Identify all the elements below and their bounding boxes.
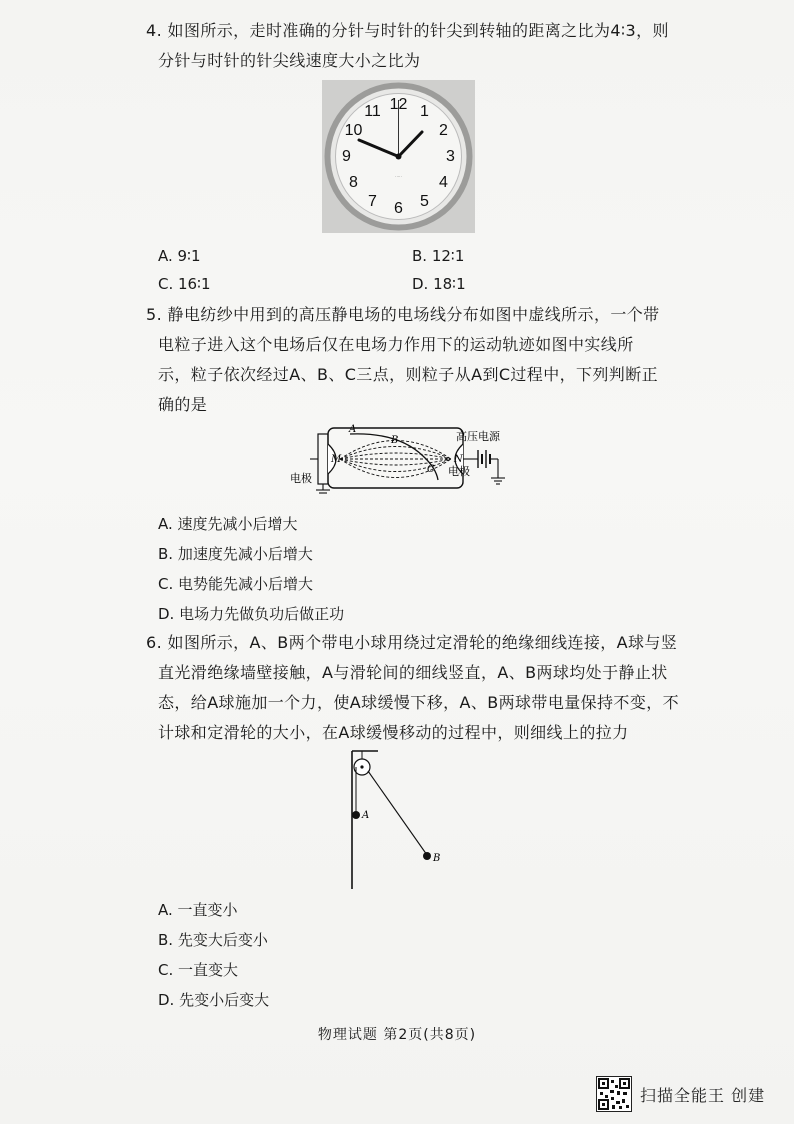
clock-numeral-4: 4 — [439, 174, 448, 191]
clock-numeral-2: 2 — [439, 122, 448, 139]
page-footer: 物理试题 第2页(共8页) — [317, 1027, 477, 1043]
electric-field-figure — [288, 420, 518, 496]
fig5-label-power-source: 高压电源 — [456, 430, 500, 443]
qr-code-icon — [596, 1076, 632, 1112]
q5-stem-line1: 5. 静电纺纱中用到的高压静电场的电场线分布如图中虚线所示，一个带 — [146, 305, 660, 324]
q5-option-a[interactable]: A. 速度先减小后增大 — [158, 515, 298, 533]
q5-stem-line2: 电粒子进入这个电场后仅在电场力作用下的运动轨迹如图中实线所 — [158, 335, 634, 354]
fig5-label-b: B — [391, 435, 399, 446]
clock-numeral-7: 7 — [368, 193, 377, 210]
q5-option-b[interactable]: B. 加速度先减小后增大 — [158, 545, 313, 563]
fig5-label-n: N — [454, 454, 463, 465]
fig5-label-electrode-left: 电极 — [290, 472, 312, 485]
q4-stem-line2: 分针与时针的针尖线速度大小之比为 — [158, 51, 421, 70]
clock-numeral-5: 5 — [420, 193, 429, 210]
fig5-label-electrode-right: 电极 — [448, 465, 470, 478]
fig5-label-c: C — [427, 464, 435, 475]
q6-option-c[interactable]: C. 一直变大 — [158, 961, 239, 979]
clock-numeral-6: 6 — [394, 200, 403, 217]
q6-option-b[interactable]: B. 先变大后变小 — [158, 931, 268, 949]
pulley-figure — [340, 745, 450, 893]
q5-option-c[interactable]: C. 电势能先减小后增大 — [158, 575, 314, 593]
clock-numeral-10: 10 — [344, 122, 363, 139]
q4-option-a[interactable]: A. 9∶1 — [158, 247, 201, 265]
fig6-label-a: A — [362, 810, 370, 821]
q5-option-d[interactable]: D. 电场力先做负功后做正功 — [158, 605, 345, 623]
clock-numeral-12: 12 — [389, 96, 408, 113]
q4-option-c[interactable]: C. 16∶1 — [158, 275, 211, 293]
fig5-label-a: A — [349, 424, 357, 435]
fig5-label-m: M — [331, 454, 342, 465]
q5-stem-line4: 确的是 — [158, 395, 208, 414]
clock-numeral-8: 8 — [349, 174, 358, 191]
scanner-watermark-text: 扫描全能王 创建 — [640, 1085, 766, 1105]
svg-text:·····: ····· — [395, 174, 402, 179]
scanner-watermark — [596, 1076, 765, 1112]
q4-stem-line1: 4. 如图所示，走时准确的分针与时针的针尖到转轴的距离之比为4∶3，则 — [146, 21, 669, 40]
q5-stem-line3: 示，粒子依次经过A、B、C三点，则粒子从A到C过程中，下列判断正 — [158, 365, 659, 384]
clock-numeral-9: 9 — [342, 148, 351, 165]
q4-option-b[interactable]: B. 12∶1 — [412, 247, 465, 265]
q6-stem-line3: 态，给A球施加一个力，使A球缓慢下移，A、B两球带电量保持不变，不 — [158, 693, 680, 712]
q6-option-d[interactable]: D. 先变小后变大 — [158, 991, 270, 1009]
clock-figure — [322, 80, 475, 233]
q6-option-a[interactable]: A. 一直变小 — [158, 901, 238, 919]
q6-stem-line1: 6. 如图所示，A、B两个带电小球用绕过定滑轮的绝缘细线连接，A球与竖 — [146, 633, 678, 652]
clock-numeral-1: 1 — [420, 103, 429, 120]
fig6-label-b: B — [433, 853, 441, 864]
q4-option-d[interactable]: D. 18∶1 — [412, 275, 466, 293]
q6-stem-line2: 直光滑绝缘墙壁接触，A与滑轮间的细线竖直，A、B两球均处于静止状 — [158, 663, 668, 682]
clock-numeral-3: 3 — [446, 148, 455, 165]
clock-numeral-11: 11 — [364, 103, 381, 120]
q6-stem-line4: 计球和定滑轮的大小，在A球缓慢移动的过程中，则细线上的拉力 — [158, 723, 629, 742]
